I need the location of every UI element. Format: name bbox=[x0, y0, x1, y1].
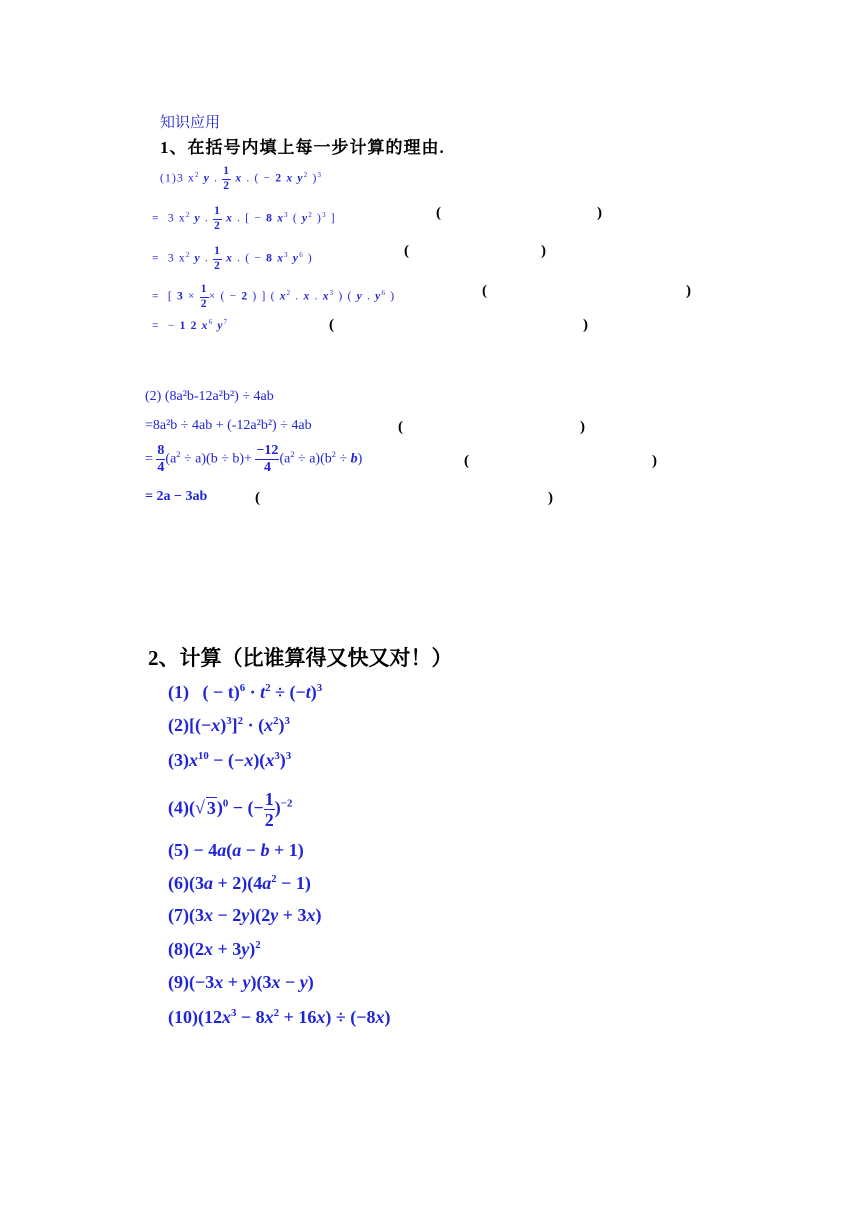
q1-line-1: (1)3 $x^2$ y . $\frac{1}{2}$ x . ( − 2 x $y^2$ )$^3$ bbox=[160, 165, 323, 192]
q1b-line-1: (2) (8a²b-12a²b²) ÷ 4ab bbox=[145, 389, 274, 404]
q1-line-5: = − 1 2 $x^6$ $y^7$ bbox=[152, 319, 229, 332]
q1b-reason-paren-close-4: ) bbox=[548, 490, 553, 506]
question-1-heading: 1、在括号内填上每一步计算的理由. bbox=[160, 138, 445, 157]
q1b-reason-paren-open-3: ( bbox=[464, 453, 469, 469]
q2-item-6: $(6)(3a + 2)(4a^2 - 1)$ bbox=[168, 873, 311, 893]
q1b-line-3-expr: = $\frac{8}{4}$ $(a^2 \div a)(b \div b)+$ $\frac{-12}{4}$ $(a^2 \div a)(b^2 \div b)$ bbox=[145, 443, 363, 475]
q1b-line-4: = 2a − 3ab bbox=[145, 489, 208, 504]
q1-line-3: = 3 $x^2$ y . $\frac{1}{2}$ x . ( − 8 $x^3$ $y^6$ ) bbox=[152, 245, 313, 272]
q1b-reason-paren-close-2: ) bbox=[580, 419, 585, 435]
section-title: 知识应用 bbox=[160, 115, 221, 131]
q2-item-5: (5) − 4a(a − b + 1) bbox=[168, 840, 304, 860]
q2-item-7: (7)(3x − 2y)(2y + 3x) bbox=[168, 905, 322, 925]
q2-item-4: (4)(√ 3)$^0$ − (− $\frac{1}{2}$ )$^{-2}$ bbox=[168, 789, 293, 830]
q1-reason-paren-close-5: ) bbox=[583, 317, 588, 333]
q2-item-3: $(3)x^{10} - (-x)(x^3)^3$ bbox=[168, 750, 292, 770]
q1b-reason-paren-open-2: ( bbox=[398, 419, 403, 435]
q1-reason-paren-open-4: ( bbox=[482, 283, 487, 299]
q1-reason-paren-open-5: ( bbox=[329, 317, 334, 333]
q1-line-4: = [ 3 × $\frac{1}{2}$ × ( − 2 ) ] ( $x^2$ . x . $x^3$ ) ( y . $y^6$ ) bbox=[152, 283, 396, 310]
q1b-line-2: =8a²b ÷ 4ab + (-12a²b²) ÷ 4ab bbox=[145, 418, 312, 433]
question-2-heading: 2、计算（比谁算得又快又对！） bbox=[148, 646, 453, 670]
q1-reason-paren-open-3: ( bbox=[404, 243, 409, 259]
q2-item-8: $(8)(2x + 3y)^2$ bbox=[168, 939, 261, 959]
q1-reason-paren-open-2: ( bbox=[436, 205, 441, 221]
q1-reason-paren-close-4: ) bbox=[686, 283, 691, 299]
q1-reason-paren-close-2: ) bbox=[597, 205, 602, 221]
q1b-reason-paren-open-4: ( bbox=[255, 490, 260, 506]
q2-item-9: (9)(−3x + y)(3x − y) bbox=[168, 972, 314, 992]
q2-item-1: (1) ( − $t)^6 \cdot t^2 \div (-t)^3$ bbox=[168, 682, 323, 702]
q1b-reason-paren-close-3: ) bbox=[652, 453, 657, 469]
q1-line-2: = 3 $x^2$ y . $\frac{1}{2}$ x . [ − 8 $x^3$ ( $y^2$ )$^3$ ] bbox=[152, 205, 336, 232]
q1-part-label: (1) bbox=[160, 172, 178, 185]
fraction-8-over-4: $\frac{8}{4}$ bbox=[157, 443, 165, 475]
q2-item-10: $(10)(12x^3 - 8x^2 + 16x) \div (-8x)$ bbox=[168, 1007, 391, 1027]
q1-reason-paren-close-3: ) bbox=[541, 243, 546, 259]
fraction-neg12-over-4: $\frac{-12}{4}$ bbox=[256, 443, 279, 475]
q2-item-2: $(2)[(-x)^3]^2 \cdot (x^2)^3$ bbox=[168, 715, 290, 735]
